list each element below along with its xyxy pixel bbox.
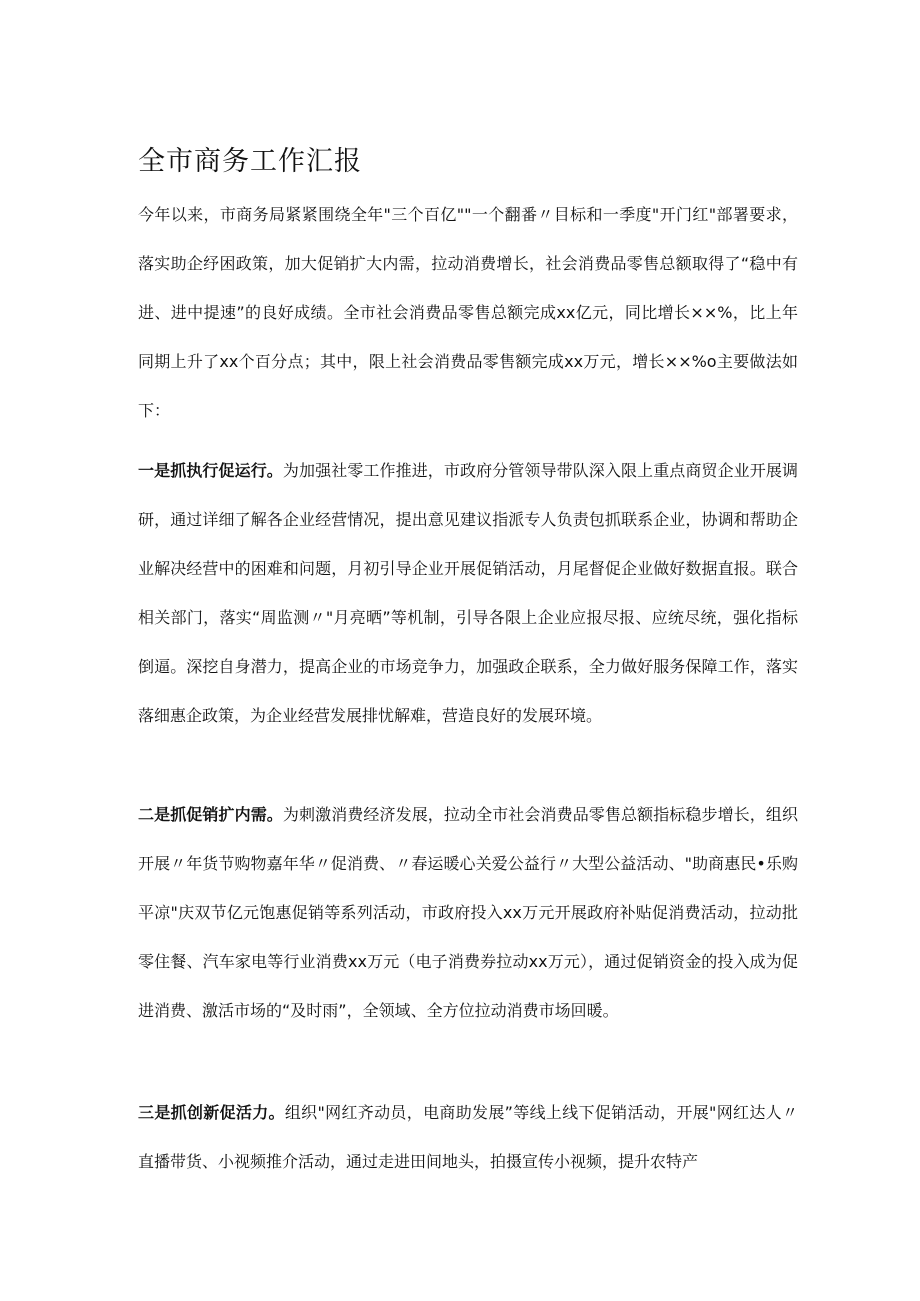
section-paragraph-execution bbox=[138, 446, 798, 740]
intro-paragraph bbox=[138, 190, 798, 435]
section-paragraph-promotion bbox=[138, 790, 798, 1035]
section-paragraph-innovation bbox=[138, 1088, 798, 1186]
section-body-promotion: 为刺激消费经济发展，拉动全市社会消费品零售总额指标稳步增长，组织开展〃年货节购物嘉年华〃促消费、〃春运暖心关爱公益行〃大型公益活动、"助商惠民•乐购平凉"庆双节亿元饱惠促销等系列活动，市政府投入xx万元开展政府补贴促消费活动，拉动批零住餐、汽车家电等行业消费xx万元（电子消费券拉动xx万元），通过促销资金的投入成为促进消费、激活市场的“及时雨”，全领域、全方位拉动消费市场回暖。 bbox=[138, 805, 798, 1020]
document-title: 全市商务工作汇报 bbox=[138, 146, 362, 177]
section-lead-execution: 一是抓执行促运行。 bbox=[138, 461, 283, 480]
section-lead-innovation: 三是抓创新促活力。 bbox=[138, 1103, 285, 1122]
section-body-execution: 为加强社零工作推进，市政府分管领导带队深入限上重点商贸企业开展调研，通过详细了解各企业经营情况，提出意见建议指派专人负责包抓联系企业，协调和帮助企业解决经营中的困难和问题，月初引导企业开展促销活动，月尾督促企业做好数据直报。联合相关部门，落实“周监测〃"月亮晒”等机制，引导各限上企业应报尽报、应统尽统，强化指标倒逼。深挖自身潜力，提高企业的市场竞争力，加强政企联系，全力做好服务保障工作，落实落细惠企政策，为企业经营发展排忧解难，营造良好的发展环境。 bbox=[138, 461, 798, 725]
section-body-innovation: 组织"网红齐动员，电商助发展”等线上线下促销活动，开展"网红达人〃直播带货、小视频推介活动，通过走进田间地头，拍摄宣传小视频，提升农特产 bbox=[138, 1103, 798, 1171]
intro-body: 今年以来，市商务局紧紧围绕全年"三个百亿""一个翻番〃目标和一季度"开门红"部署要求，落实助企纾困政策，加大促销扩大内需，拉动消费增长，社会消费品零售总额取得了“稳中有进、进中提速”的良好成绩。全市社会消费品零售总额完成xx亿元，同比增长××%，比上年同期上升了xx个百分点；其中，限上社会消费品零售额完成xx万元，增长××%o主要做法如下： bbox=[138, 205, 798, 420]
section-lead-promotion: 二是抓促销扩内需。 bbox=[138, 805, 283, 824]
